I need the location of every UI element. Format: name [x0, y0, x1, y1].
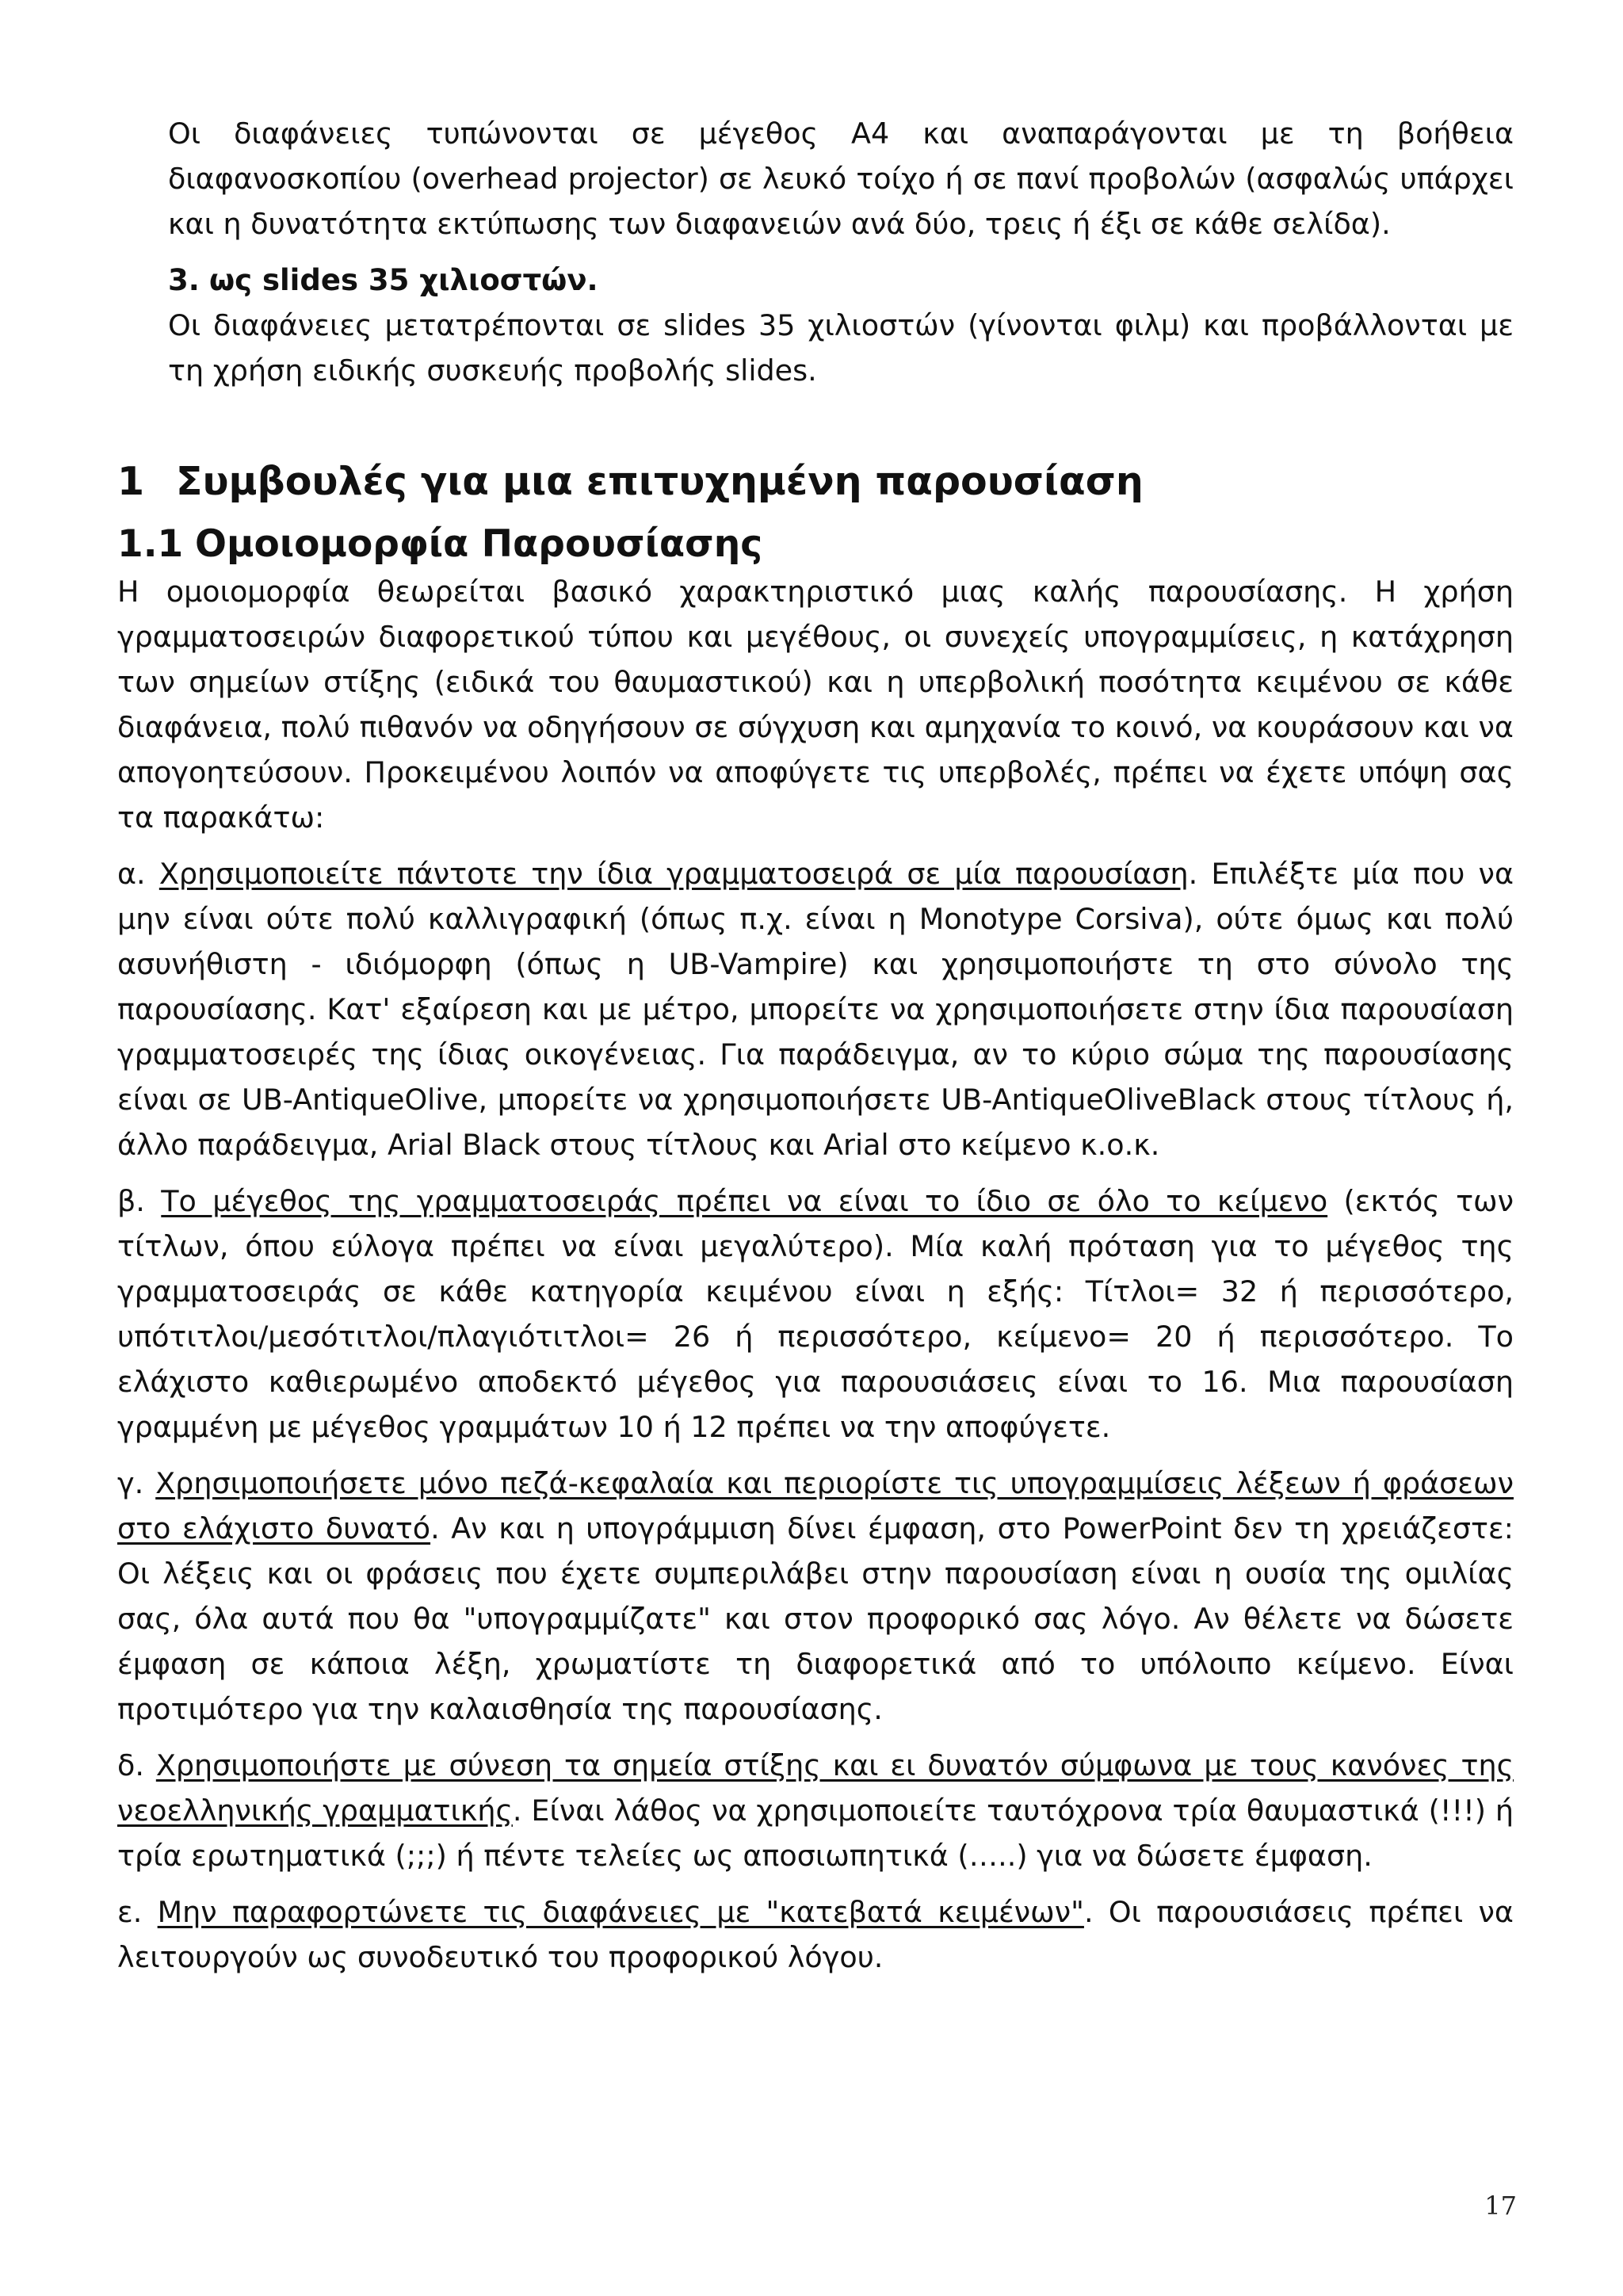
rule-epsilon [117, 1889, 1514, 1980]
rule-gamma-underlined: Χρησιμοποιήσετε μόνο πεζά-κεφαλαία και περιορίστε τις υπογραμμίσεις λέξεων ή φράσεων στο ελάχιστο δυνατό [117, 1466, 1514, 1545]
rule-epsilon-letter: ε. [117, 1895, 143, 1929]
rule-beta [117, 1179, 1514, 1450]
rule-alpha-letter: α. [117, 857, 146, 891]
rule-epsilon-text: . Οι παρουσιάσεις πρέπει να λειτουργούν ως συνοδευτικό του προφορικού λόγου. [117, 1895, 1514, 1974]
item-3-heading [117, 258, 1514, 303]
section-1-number: 1 [117, 459, 145, 504]
rule-beta-text: (εκτός των τίτλων, όπου εύλογα πρέπει να είναι μεγαλύτερο). Μία καλή πρόταση για το μέγεθος της γραμματοσειράς σε κάθε κατηγορία κειμένου είναι η εξής: Τίτλοι= 32 ή περισσότερο, υπότιτλοι/μεσότιτλοι/πλαγιότιτλοι= 26 ή περισσότερο, κείμενο= 20 ή περισσότερο. Το ελάχιστο καθιερωμένο αποδεκτό μέγεθος για παρουσιάσεις είναι το 16. Μια παρουσίαση γραμμένη με μέγεθος γραμμάτων 10 ή 12 πρέπει να την αποφύγετε. [117, 1184, 1514, 1444]
item-3-title: ως slides 35 χιλιοστών. [209, 263, 598, 297]
page-content [117, 111, 1514, 1980]
rule-gamma [117, 1461, 1514, 1732]
rule-alpha-text: . Επιλέξτε μία που να μην είναι ούτε πολύ καλλιγραφική (όπως π.χ. είναι η Monotype Corsiva), ούτε όμως και πολύ ασυνήθιστη - ιδιόμορφη (όπως η UB-Vampire) και χρησιμοποιήστε τη στο σύνολο της παρουσίασης. Κατ' εξαίρεση και με μέτρο, μπορείτε να χρησιμοποιήσετε στην ίδια παρουσίαση γραμματοσειρές της ίδιας οικογένειας. Για παράδειγμα, αν το κύριο σώμα της παρουσίασης είναι σε UB-AntiqueOlive, μπορείτε να χρησιμοποιήσετε UB-AntiqueOliveBlack στους τίτλους ή, άλλο παράδειγμα, Arial Black στους τίτλους και Arial στο κείμενο κ.ο.κ. [117, 857, 1514, 1162]
intro-paragraph: Οι διαφάνειες τυπώνονται σε μέγεθος A4 και αναπαράγονται με τη βοήθεια διαφανοσκοπίου (overhead projector) σε λευκό τοίχο ή σε πανί προβολών (ασφαλώς υπάρχει και η δυνατότητα εκτύπωσης των διαφανειών ανά δύο, τρεις ή έξι σε κάθε σελίδα). [168, 117, 1514, 241]
rule-epsilon-underlined: Μην παραφορτώνετε τις διαφάνειες με "κατεβατά κειμένων" [157, 1895, 1084, 1929]
rule-delta-underlined: Χρησιμοποιήστε με σύνεση τα σημεία στίξης και ει δυνατόν σύμφωνα με τους κανόνες της νεοελληνικής γραμματικής [117, 1748, 1514, 1828]
rule-gamma-letter: γ. [117, 1466, 144, 1500]
item-3-text: Οι διαφάνειες μετατρέπονται σε slides 35 χιλιοστών (γίνονται φιλμ) και προβάλλονται με τη χρήση ειδικής συσκευής προβολής slides. [168, 308, 1514, 388]
item-3-number: 3. [168, 263, 200, 297]
section-1-1-number: 1.1 [117, 522, 184, 566]
section-1-1-intro: Η ομοιομορφία θεωρείται βασικό χαρακτηριστικό μιας καλής παρουσίασης. Η χρήση γραμματοσειρών διαφορετικού τύπου και μεγέθους, οι συνεχείς υπογραμμίσεις, η κατάχρηση των σημείων στίξης (ειδικά του θαυμαστικού) και η υπερβολική ποσότητα κειμένου σε κάθε διαφάνεια, πολύ πιθανόν να οδηγήσουν σε σύγχυση και αμηχανία το κοινό, να κουράσουν και να απογοητεύσουν. Προκειμένου λοιπόν να αποφύγετε τις υπερβολές, πρέπει να έχετε υπόψη σας τα παρακάτω: [117, 575, 1514, 835]
rule-delta-text: . Είναι λάθος να χρησιμοποιείτε ταυτόχρονα τρία θαυμαστικά (!!!) ή τρία ερωτηματικά (;;;) ή πέντε τελείες ως αποσιωπητικά (…..) για να δώσετε έμφαση. [117, 1794, 1514, 1873]
section-1-1-heading [117, 520, 1514, 569]
section-1-title: Συμβουλές για μια επιτυχημένη παρουσίαση [176, 459, 1144, 504]
page-number: 17 [1484, 2191, 1517, 2221]
rule-beta-underlined: Το μέγεθος της γραμματοσειράς πρέπει να είναι το ίδιο σε όλο το κείμενο [161, 1184, 1328, 1218]
rule-gamma-text: . Αν και η υπογράμμιση δίνει έμφαση, στο PowerPoint δεν τη χρειάζεστε: Οι λέξεις και οι φράσεις που έχετε συμπεριλάβει στην παρουσίαση είναι η ουσία της ομιλίας σας, όλα αυτά που θα "υπογραμμίζατε" και στον προφορικό σας λόγο. Αν θέλετε να δώσετε έμφαση σε κάποια λέξη, χρωματίστε τη διαφορετικά από το υπόλοιπο κείμενο. Είναι προτιμότερο για την καλαισθησία της παρουσίασης. [117, 1511, 1514, 1726]
section-1-heading [117, 457, 1514, 507]
rule-delta-letter: δ. [117, 1748, 144, 1782]
rule-alpha-underlined: Χρησιμοποιείτε πάντοτε την ίδια γραμματοσειρά σε μία παρουσίαση [158, 857, 1189, 891]
rule-delta [117, 1743, 1514, 1878]
rule-beta-letter: β. [117, 1184, 145, 1218]
section-1-1-title: Ομοιομορφία Παρουσίασης [195, 522, 763, 566]
rule-alpha [117, 851, 1514, 1167]
